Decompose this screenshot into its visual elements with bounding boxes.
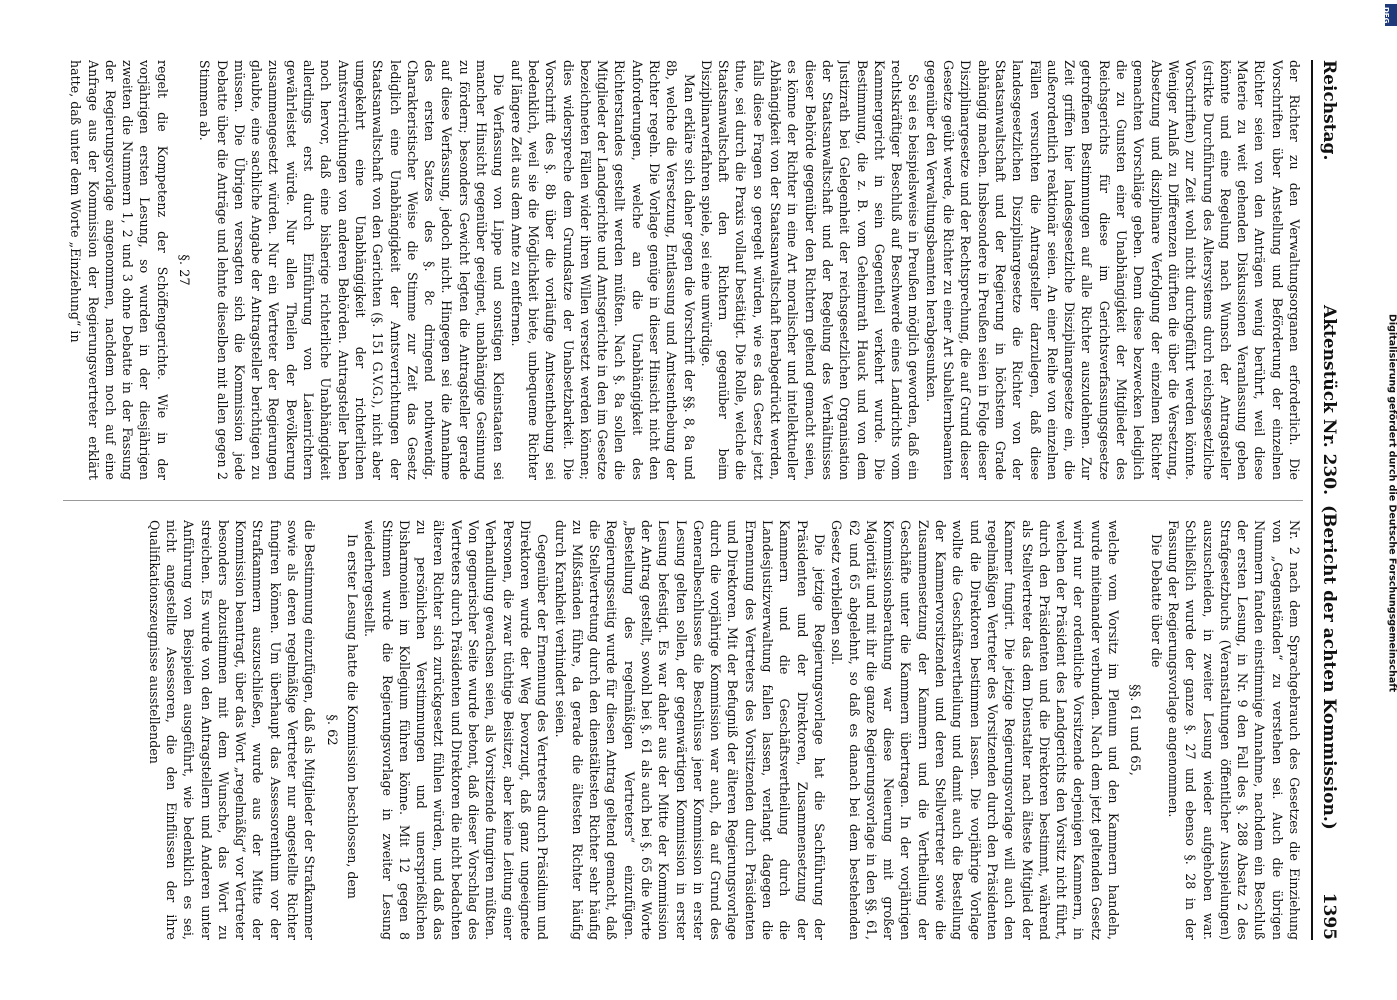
page-number: 1395: [1319, 892, 1339, 940]
right-column: [53, 520, 1303, 940]
dfg-logo: DFG: [1385, 4, 1397, 26]
digitization-note-text: Digitalisierung gefördert durch die Deutsche Forschungsgemeinschaft: [1386, 314, 1397, 692]
column-divider: [63, 500, 1303, 501]
right-paragraph-2: Die Debatte über die: [1148, 534, 1164, 668]
right-paragraph-5: Gegenüber der Ernennung des Vertreters durch Präsidium und Direktoren wurde der Weg bevorzugt, daß ganz ungeeignete Personen, die zwar tüchtige Beisitzer, aber keine Leitung einer Verhandlung gewachsen seien, als Vorsitzende fungiren müßten. Von gegnerischer Seite wurde betont, daß dieser Vorschlag des Vertreters durch Präsidenten und Direktoren die nicht bedachten älteren Richter sich zurückgesetzt fühlen würden, und daß das zu persönlichen Verstimmungen und unersprießlichen Disharmonien im Kollegium führen könne. Mit 12 gegen 8 Stimmen wurde die Regierungsvorlage in zweiter Lesung wiederhergestellt.: [362, 520, 551, 940]
left-paragraph-3: Man erkläre sich daher gegen die Vorschrift der §§. 8, 8a und 8b, welche die Versetzung, Entlassung und Amtsenthebung der Richter regeln. Die Vorlage genüge in dieser Hinsicht nicht den Anforderungen, welche an die Unabhängigkeit des Richterstandes gestellt werden müßten. Nach §. 8a sollen die Mitglieder der Landgerichte und Amtsgerichte in den im Gesetze bezeichneten Fällen wider ihren Willen versetzt werden können; dies widerspreche dem Grundsatze der Unabsetzbarkeit. Die Vorschrift des §. 8b über die vorläufige Amtsenthebung sei bedenklich, weil sie die Möglichkeit biete, unbequeme Richter auf längere Zeit aus dem Amte zu entfernen.: [508, 60, 697, 480]
header-left: Reichstag.: [1319, 60, 1339, 161]
left-paragraph-2: So sei es beispielsweise in Preußen möglich geworden, daß ein rechtskräftiger Beschluß auf Beschwerde eines Landrichts vom Kammergericht in sein Gegentheil verkehrt wurde. Die Bestimmung, die z. B. vom Geheimrath Hauck und von dem Justizrath bei Gelegenheit der reichsgesetzlichen Organisation der Staatsanwaltschaft und der Regelung des Verhältnisses dieser Behörde gegenüber den Richtern geltend gemacht seien, es könne der Richter in eine Art moralischer und intellektueller Abhängigkeit von der Staatsanwaltschaft herabgedrückt werden, falls diese Fragen so geregelt würden, wie es das Gesetz jetzt thue, sei durch die Praxis vollauf bestätigt. Die Rolle, welche die Staatsanwaltschaft den Richtern gegenüber beim Disziplinarverfahren spiele, sei eine unwürdige.: [698, 60, 922, 480]
right-paragraph-4: Die jetzige Regierungsvorlage hat die Sachführung der Präsidenten und der Direktoren, Zusammensetzung der Kammern und die Geschäftsvertheilung durch die Landesjustizverwaltung fallen lassen, verlangt dagegen die Ernennung des Vertreters des Vorsitzenden durch Präsidenten und Direktoren. Mit der Befugniß der älteren Regierungsvorlage durch die vorjährige Kommission war auch, da auf Grund des Generalbeschlusses die Beschlüsse jener Kommission in erster Lesung gelten sollen, der gegenwärtigen Kommission in erster Lesung befestigt. Es war daher aus der Mitte der Kommission der Antrag gestellt, sowohl bei §. 61 als auch bei §. 65 die Worte „Bestellung des regelmäßigen Vertreters“ einzufügen. Regierungsseitig wurde für diesen Antrag geltend gemacht, daß die Stellvertretung durch den dienstältesten Richter sehr häufig zu Mißständen führe, da gerade die ältesten Richter häufig durch Krankheit verhindert seien.: [552, 520, 827, 940]
header-mid: (Bericht der achten Kommission.): [1319, 505, 1339, 830]
page-header: [1311, 60, 1343, 940]
digitization-note: [1385, 8, 1397, 998]
left-paragraph-5: regelt die Kompetenz der Schöffengerichte. Wie in der vorjährigen ersten Lesung, so wurden in der diesjährigen zweiten die Nummern 1, 2 und 3 ohne Debatte in der Fassung der Regierungsvorlage angenommen, nachdem noch auf eine Anfrage aus der Kommission der Regierungsvertreter erklärt hatte, daß unter dem Worte „Einziehung“ in: [68, 60, 170, 480]
left-paragraph-1: der Richter zu den Verwaltungsorganen erforderlich. Die Vorschriften über Anstellung und Beförderung der einzelnen Richter seien von den Anträgen wenig berührt, weil diese Materie zu weit gehenden Diskussionen Veranlassung geben könnte und eine Regelung nach Wunsch der Antragsteller (strikte Durchführung des Altersystems durch reichsgesetzliche Vorschriften) zur Zeit wohl nicht durchgeführt werden könnte. Weniger Anlaß zu Differenzen dürften die über die Versetzung, Absetzung und disziplinare Verfolgung der einzelnen Richter gemachten Vorschläge geben. Denn diese bezwecken lediglich die zu Gunsten einer Unabhängigkeit der Mitglieder des Reichsgerichts für diese im Gerichtsverfassungsgesetze getroffenen Bestimmungen auf alle Richter auszudehnen. Zur Zeit griffen hier landesgesetzliche Disziplinargesetze ein, die außerordentlich reaktionär seien. An einer Reihe von einzelnen Fällen versuchten die Antragsteller darzulegen, daß diese landesgesetzlichen Disziplinargesetze die Richter von der Staatsanwaltschaft und der Regierung in höchstem Grade abhängig machen. Insbesondere in Preußen seien in Folge dieser Disziplinargesetze und der Rechtsprechung, die auf Grund dieser Gesetze geübt werde, die Richter zu einer Art Subalternbeamten gegenüber den Verwaltungsbeamten herabgesunken.: [923, 60, 1302, 480]
left-paragraph-4: Die Verfassung von Lippe und sonstigen Kleinstaaten sei mancher Hinsicht gegenüber geeignet, unabhängige Gesinnung zu fördern; besonders Gewicht legten die Antragsteller gerade auf diese Verfassung, jedoch nicht. Hingegen sei die Annahme des ersten Satzes des §. 8c dringend nothwendig. Charakteristischer Weise die Stimme zur Zeit das Gesetz lediglich eine Unabhängigkeit der Amtsverrichtungen der Staatsanwaltschaft von den Gerichten (§. 151 G.V.G.), nicht aber umgekehrt eine Unabhängigkeit der richterlichen Amtsverrichtungen von anderen Behörden. Antragsteller haben noch hervor, daß eine bisherige richterliche Unabhängigkeit allerdings erst durch Einführung von Laienrichtern gewährleistet würde. Nur allen Theilen der Bevölkerung zusammengesetzt würden. Nur ein Vertreter der Regierungen glaubte, eine sachliche Angabe der Antragsteller berichtigen zu müssen. Die Übrigen versagten sich die Kommission jede Debatte über die Anträge und lehnte dieselben mit allen gegen 2 Stimmen ab.: [197, 60, 507, 480]
right-paragraph-7: die Bestimmung einzufügen, daß als Mitglieder der Strafkammer sowie als deren regelmäßige Vertreter nur angestellte Richter fungiren können. Um überhaupt das Assessorenthum vor der Strafkammern auszuschließen, wurde aus der Mitte der Kommission beantragt, über das Wort „regelmäßig“ vor Vertreter besonders abzustimmen mit dem Wunsche, das Wort zu streichen. Es wurde von den Antragstellern und Anderen unter Anführung von Beispielen ausgeführt, wie bedenklich es sei, nicht angestellte Assessoren, die den Einflüssen der ihre Qualifikationszeugnisse ausstellenden: [146, 520, 318, 940]
document-page: [53, 60, 1343, 940]
section-heading-27: §. 27: [176, 254, 191, 286]
section-heading-62: §. 62: [323, 714, 339, 746]
left-column: [53, 60, 1303, 480]
right-paragraph-3: welche vom Vorsitz im Plenum und den Kammern handeln, wurde miteinander verbunden. Nach dem jetzt geltenden Gesetz wird nur der ordentliche Vorsitzende derjenigen Kammern, in welchen der Präsident des Landgerichts den Vorsitz nicht führt, durch den Präsidenten und die Direktoren bestimmt, während als Stellvertreter das dem Dienstalter nach älteste Mitglied der Kammer fungirt. Die jetzige Regierungsvorlage will auch den regelmäßigen Vertreter des Vorsitzenden durch den Präsidenten und die Direktoren bestimmen lassen. Die vorjährige Vorlage wollte die Geschäftsvertheilung und damit auch die Bestellung der Kammervorsitzenden und deren Stellvertreter sowie die Zusammensetzung der Kammern und die Vertheilung der Geschäfte unter die Kammern übertragen. In der vorjährigen Kommissionsberathung war diese Neuerung mit großer Majorität und mit ihr die ganze Regierungsvorlage in den §§. 61, 62 und 65 abgelehnt, so daß es danach bei dem bestehenden Gesetz verbleiben soll.: [829, 520, 1122, 940]
header-center: Aktenstück Nr. 230.: [1319, 305, 1339, 496]
right-paragraph-1: Nr. 2 nach dem Sprachgebrauch des Gesetzes die Einziehung von „Gegenständen“ zu verstehen sei. Auch die übrigen Nummern fanden einstimmige Annahme, nachdem ein Beschluß der ersten Lesung, in Nr. 9 den Fall des §. 288 Absatz 2 des Strafgesetzbuchs (Veranstaltungen öffentlicher Ausspielungen) auszuscheiden, in zweiter Lesung wieder aufgehoben war. Schließlich wurde der ganze §. 27 und ebenso §. 28 in der Fassung der Regierungsvorlage angenommen.: [1165, 520, 1302, 940]
right-paragraph-6: In erster Lesung hatte die Kommission beschlossen, dem: [344, 534, 360, 899]
section-heading-61-65: §§. 61 und 65,: [1127, 684, 1143, 776]
